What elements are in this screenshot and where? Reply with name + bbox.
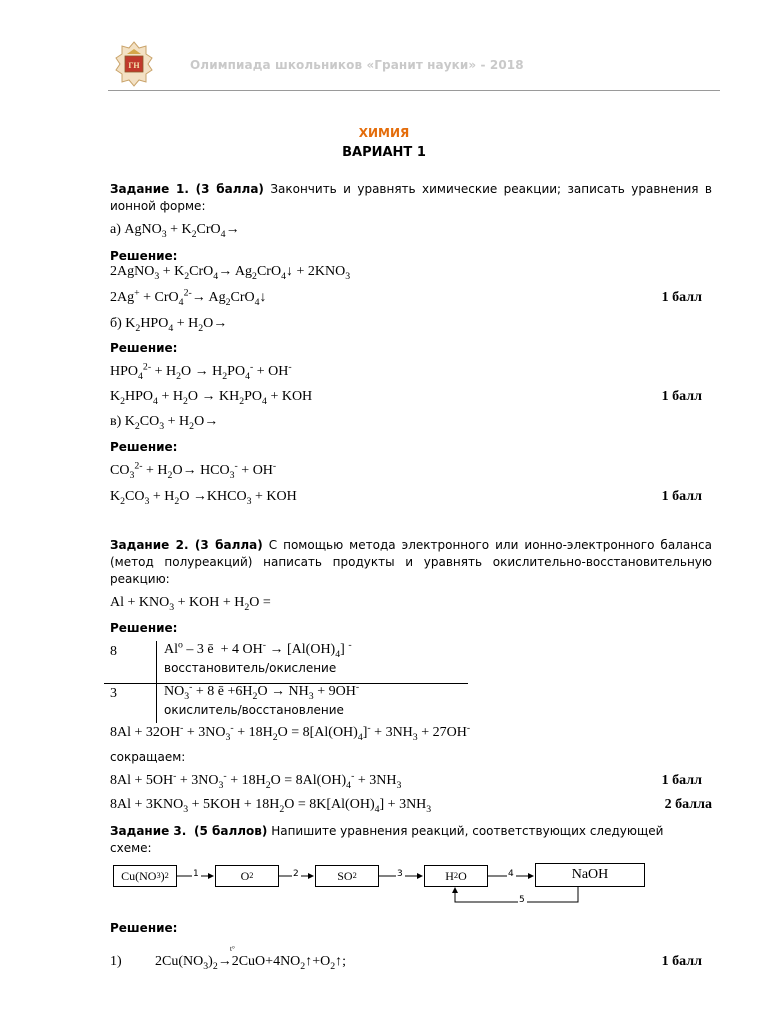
task1-b-equation: б) $K_2HPO_4 + H_2O\to$: [110, 316, 228, 334]
task1-b-solution-label: Решение:: [110, 341, 178, 355]
scheme-node-cu-nitrate: Cu(NO 3 ) 2: [113, 865, 177, 887]
task3-points: (5 баллов): [193, 824, 268, 838]
balance-coef-1: 8: [110, 644, 117, 659]
task1-c-solution-label: Решение:: [110, 440, 178, 454]
variant-title: ВАРИАНТ 1: [342, 145, 426, 160]
task3-step1-score: 1 балл: [661, 954, 702, 969]
balance-half-reaction-1: Al$^o$ – 3 ē + 4 $OH^- \to [Al(OH)_4]$ -: [164, 639, 352, 660]
task2-heading: Задание 2. (3 балла): [110, 538, 263, 552]
scheme-arrows: [100, 855, 660, 910]
task2-text: С помощью метода электронного или ионно-электронного баланса (метод полуреакций) написать продукты и уравнять окислительно-восстановительную реакцию:: [110, 538, 712, 586]
task1-a-score: 1 балл: [661, 290, 702, 305]
header-divider: [108, 90, 720, 91]
task2-statement: [110, 537, 712, 588]
task1-a-solution-label: Решение:: [110, 249, 178, 263]
task3-statement: [110, 823, 700, 857]
task3-step1-number: 1): [110, 954, 122, 969]
header-title: Олимпиада школьников «Гранит науки» - 2018: [190, 58, 524, 72]
task3-text: Напишите уравнения реакций, соответствующих следующей схеме:: [110, 824, 664, 855]
balance-role-2: окислитель/восстановление: [164, 703, 344, 717]
scheme-node-h2o: H 2 O: [424, 865, 488, 887]
scheme-arrow-label-1: 1: [193, 869, 199, 879]
task2-score-2: 2 балла: [664, 797, 712, 812]
task2-score-1: 1 балл: [661, 773, 702, 788]
scheme-arrow-5: [455, 886, 578, 902]
task3-step1-condition: t°: [230, 945, 235, 953]
olympiad-logo: [110, 40, 158, 88]
scheme-node-so2: SO 2: [315, 865, 379, 887]
task2-molecular: $8Al + 3KNO_3 + 5KOH + 18H_2O = 8K[Al(OH)_4] + 3NH_3$: [110, 797, 432, 815]
task2-solution-label: Решение:: [110, 621, 178, 635]
task2-ionic-reduced: $8Al + 5OH^- + 3NO_3^- + 18H_2O = 8Al(OH)_4^- + 3NH_3$: [110, 770, 402, 791]
scheme-arrow-label-4: 4: [508, 869, 514, 879]
task1-statement: [110, 181, 712, 215]
balance-coef-2: 3: [110, 686, 117, 701]
task1-text: Закончить и уравнять химические реакции; записать уравнения в ионной форме:: [110, 182, 712, 213]
scheme-node-o2: O 2: [215, 865, 279, 887]
scheme-node-naoh: NaOH: [535, 863, 645, 887]
task3-step1-equation: $2Cu(NO_3)_2\to 2CuO+4NO_2↑+O_2↑$;: [155, 954, 347, 972]
scheme-arrow-label-5: 5: [519, 895, 525, 905]
balance-half-reaction-2: $NO_3^- + 8$ ē $+6H_2O \to NH_3 + 9OH^-$: [164, 681, 360, 702]
task1-b-ionic: $HPO_4^{2-} + H_2O \to H_2PO_4^- + OH^-$: [110, 361, 292, 382]
task1-c-equation: в) $K_2CO_3 + H_2O\to$: [110, 414, 219, 432]
svg-text:ГН: ГН: [128, 61, 140, 70]
task1-a-ionic: $2Ag^+ + CrO_4^{2-}\to Ag_2CrO_4↓$: [110, 287, 267, 308]
task3-solution-label: Решение:: [110, 921, 178, 935]
task1-c-molecular: $K_2CO_3 + H_2O$ $\to KHCO_3$ + KOH: [110, 489, 297, 507]
task1-a-molecular: 2AgNO$_3$ + $K_2CrO_4\to$ $Ag_2CrO_4↓ + 2KNO_3$: [110, 264, 351, 282]
task1-b-score: 1 балл: [661, 389, 702, 404]
task1-b-molecular: $K_2HPO_4 + H_2O \to KH_2PO_4$ + KOH: [110, 389, 313, 407]
subject-title: ХИМИЯ: [358, 126, 410, 140]
scheme-arrow-label-2: 2: [293, 869, 299, 879]
balance-role-1: восстановитель/окисление: [164, 661, 337, 675]
task2-ionic-full: $8Al + 32OH^- + 3NO_3^- + 18H_2O = 8[Al(OH)_4]^- + 3NH_3 + 27OH^-$: [110, 722, 471, 743]
task3-heading: Задание 3.: [110, 824, 187, 838]
task1-c-ionic: $CO_3^{2-} + H_2O\to HCO_3^- + OH^-$: [110, 460, 277, 481]
task1-a-equation: а) AgNO$_3$ + $K_2CrO_4\to$: [110, 222, 240, 240]
task2-equation: $Al + KNO_3$ + KOH + $H_2O$ =: [110, 595, 271, 613]
balance-table-vline: [156, 641, 157, 723]
task1-heading: Задание 1. (3 балла): [110, 182, 264, 196]
task2-reduce-label: сокращаем:: [110, 750, 186, 764]
scheme-arrow-label-3: 3: [397, 869, 403, 879]
task1-c-score: 1 балл: [661, 489, 702, 504]
